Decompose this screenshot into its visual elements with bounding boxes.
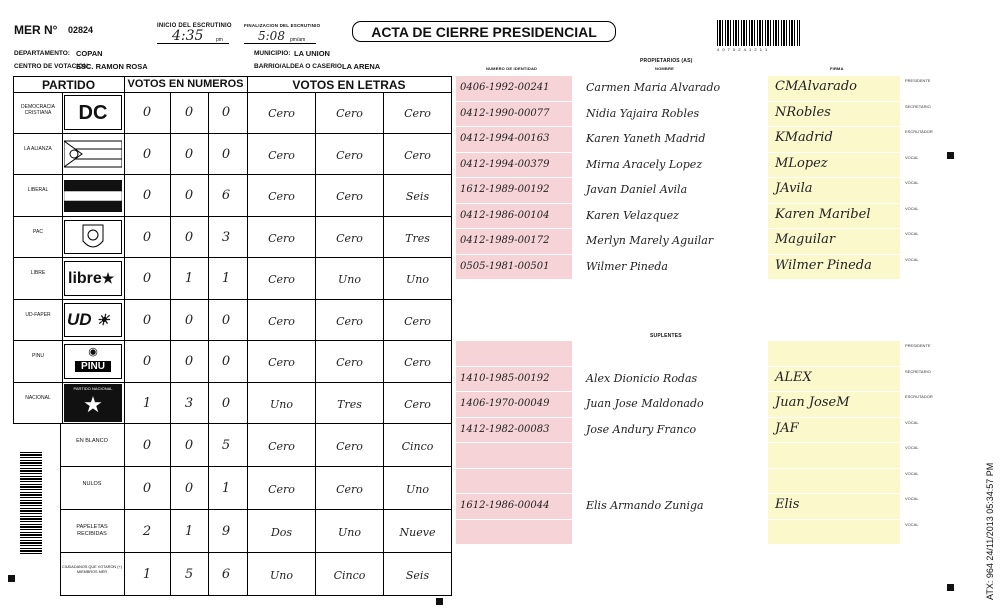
identity-number: 1612-1986-00044 [460, 500, 550, 511]
party-name: DEMOCRACIA CRISTIANA [21, 104, 55, 116]
total-number-digit: 0 [184, 438, 194, 453]
party-logo-alianza [64, 137, 122, 172]
totals-label: EN BLANCO [76, 438, 108, 444]
total-number-digit: 5 [184, 567, 194, 582]
propietarios-title: PROPIETARIOS (AS) [640, 58, 693, 64]
member-name: Jose Andury Franco [586, 422, 697, 436]
pinu-logo-text: PINU [75, 361, 111, 372]
inicio-ampm: pm [216, 37, 223, 43]
corner-marker [8, 575, 15, 582]
inicio-time: 4:35 [172, 28, 204, 44]
vote-number-digit: 0 [221, 105, 231, 120]
vote-number-digit: 0 [184, 146, 194, 162]
identity-number: 1406-1970-00049 [460, 398, 550, 409]
totals-label: PAPELETAS RECIBIDAS [76, 524, 108, 537]
vote-number-digit: 0 [221, 146, 231, 162]
vote-letter-word: Cero [268, 314, 295, 328]
col-name-header: NOMBRE [655, 66, 674, 71]
vote-letter-word: Tres [405, 231, 430, 245]
member-signature: Karen Maribel [775, 206, 871, 222]
member-role: VOCAL [905, 231, 919, 236]
member-signature: CMAlvarado [775, 79, 858, 94]
member-role: VOCAL [905, 470, 919, 476]
side-barcode [20, 452, 42, 554]
party-logo-nacional [64, 384, 122, 423]
identity-number: 0412-1994-00163 [460, 133, 550, 144]
vote-letter-word: Cero [404, 397, 431, 411]
vote-number-digit: 0 [184, 312, 194, 328]
mer-number: 02824 [68, 25, 94, 35]
member-role: SECRETARIO [905, 368, 931, 374]
party-logo-dc: DC [64, 95, 122, 130]
vote-number-digit: 0 [221, 354, 231, 369]
vote-number-digit: 6 [221, 188, 231, 203]
centro-value: ESC. RAMON ROSA [76, 62, 148, 71]
vote-letter-word: Seis [405, 190, 430, 203]
total-letter-word: Uno [270, 569, 293, 582]
vote-letter-word: Cero [404, 356, 431, 369]
member-role: ESCRUTADOR [905, 129, 933, 134]
vote-number-digit: 1 [221, 271, 231, 286]
page-title: ACTA DE CIERRE PRESIDENCIAL [371, 24, 597, 40]
total-number-digit: 6 [221, 567, 231, 582]
vote-number-digit: 1 [142, 395, 152, 411]
vote-number-digit: 3 [184, 395, 194, 411]
barcode-text: 4 0 7 0 2 4 1 2 1 1 [717, 47, 769, 52]
mer-label: MER N° [14, 23, 58, 37]
final-ampm: pm/am [290, 37, 306, 43]
star-icon: ★ [101, 270, 115, 286]
member-name: Alex Dionicio Rodas [586, 371, 698, 385]
member-signature: KMadrid [775, 130, 833, 145]
barrio-label: BARRIO/ALDEA O CASERIO: [254, 63, 345, 70]
barcode [717, 20, 800, 46]
ud-logo-text: UD [67, 309, 92, 329]
identity-number: 1410-1985-00192 [460, 372, 550, 384]
member-name: Juan Jose Maldonado [586, 397, 704, 410]
vote-letter-word: Cero [336, 231, 363, 245]
vote-letter-word: Cero [336, 314, 363, 328]
total-number-digit: 1 [221, 481, 231, 496]
departamento-label: DEPARTAMENTO: [14, 50, 70, 57]
total-letter-word: Dos [270, 526, 293, 539]
signature-row [456, 341, 900, 367]
vote-number-digit: 0 [142, 105, 152, 120]
alianza-flag-icon [64, 137, 122, 172]
header-letras: VOTOS EN LETRAS [292, 78, 406, 92]
member-role: PRESIDENTE [905, 78, 931, 83]
corner-marker [947, 584, 954, 591]
total-number-digit: 5 [221, 438, 231, 453]
member-signature: Juan JoseM [775, 395, 850, 410]
vote-number-digit: 0 [184, 229, 194, 245]
vote-number-digit: 0 [142, 229, 152, 245]
total-number-digit: 2 [142, 524, 152, 539]
vote-letter-word: Cero [404, 107, 431, 120]
vote-number-digit: 0 [184, 105, 194, 120]
member-signature: MLopez [775, 155, 828, 171]
party-name: NACIONAL [25, 394, 51, 401]
total-letter-word: Cero [336, 440, 363, 453]
member-name: Nidia Yajaira Robles [586, 106, 700, 120]
party-logo-liberal [64, 178, 122, 213]
corner-marker [947, 152, 954, 159]
total-letter-word: Cero [268, 440, 295, 453]
party-name: LIBRE [30, 270, 46, 276]
party-name: PAC [33, 228, 43, 235]
barrio-value: LA ARENA [342, 62, 381, 71]
sun-icon: ☀ [96, 311, 110, 329]
total-letter-word: Uno [406, 483, 429, 496]
member-role: PRESIDENTE [905, 343, 931, 348]
identity-number: 0406-1992-00241 [460, 82, 550, 93]
member-role: SECRETARIO [905, 103, 931, 109]
vote-number-digit: 0 [221, 312, 231, 328]
total-letter-word: Cero [336, 483, 363, 496]
vote-letter-word: Cero [268, 148, 295, 162]
col-firma-header: FIRMA [830, 66, 844, 71]
vote-number-digit: 0 [142, 188, 152, 203]
signature-row [456, 520, 900, 546]
star-icon: ★ [83, 391, 103, 417]
party-name: LIBERAL [27, 187, 49, 193]
identity-number: 0412-1989-00172 [460, 235, 550, 246]
vote-number-digit: 0 [184, 354, 194, 369]
total-number-digit: 0 [142, 481, 152, 496]
pac-shield-icon [65, 221, 121, 254]
final-label: FINALIZACION DEL ESCRUTINIO [244, 23, 321, 28]
totals-label: CIUDADANOS QUE VOTARON (+) MIEMBROS MER [62, 565, 122, 574]
party-name: PINU [32, 353, 44, 359]
member-name: Karen Yaneth Madrid [586, 132, 706, 145]
vote-letter-word: Cero [268, 356, 295, 369]
member-role: VOCAL [905, 180, 919, 185]
identity-number: 0412-1994-00379 [460, 158, 550, 170]
member-signature: JAF [775, 420, 799, 436]
identity-number: 0412-1986-00104 [460, 209, 550, 221]
member-role: ESCRUTADOR [905, 394, 933, 399]
member-signature: Maguilar [775, 232, 836, 247]
header-numeros: VOTOS EN NUMEROS [127, 78, 244, 90]
party-logo-pac [64, 220, 122, 255]
party-logo-libre [64, 261, 122, 296]
total-letter-word: Uno [338, 526, 361, 539]
departamento-value: COPAN [76, 49, 103, 58]
vote-letter-word: Cero [336, 190, 363, 203]
member-role: VOCAL [905, 205, 919, 211]
member-role: VOCAL [905, 256, 919, 262]
centro-label: CENTRO DE VOTACION: [14, 63, 91, 70]
total-letter-word: Cinco [401, 440, 434, 453]
vote-letter-word: Uno [406, 273, 429, 286]
member-name: Elis Armando Zuniga [586, 499, 704, 512]
member-name: Karen Velazquez [586, 208, 679, 222]
total-number-digit: 1 [184, 524, 194, 539]
vote-letter-word: Cero [268, 231, 295, 245]
final-time: 5:08 [258, 29, 285, 43]
party-name: UD-FAPER [25, 311, 51, 318]
member-signature: JAvila [775, 181, 813, 196]
member-role: VOCAL [905, 419, 919, 425]
vote-letter-word: Cero [268, 107, 295, 120]
member-role: VOCAL [905, 154, 919, 160]
member-signature: NRobles [775, 104, 831, 120]
corner-marker [436, 598, 443, 605]
vote-number-digit: 3 [221, 229, 231, 245]
vote-letter-word: Tres [337, 397, 362, 411]
vote-letter-word: Cero [336, 356, 363, 369]
vote-letter-word: Cero [268, 273, 295, 286]
member-role: VOCAL [905, 445, 919, 450]
print-stamp: ATX: 964 24/11/2013 05:34:57 PM [985, 462, 995, 600]
member-signature: Wilmer Pineda [775, 257, 872, 273]
vote-letter-word: Cero [404, 148, 431, 162]
total-number-digit: 0 [142, 438, 152, 453]
suplentes-title: SUPLENTES [650, 333, 682, 339]
vote-letter-word: Cero [336, 148, 363, 162]
vote-number-digit: 0 [142, 271, 152, 286]
signature-row [456, 469, 900, 495]
member-signature: ALEX [775, 369, 812, 385]
nacional-logo-text: PARTIDO NACIONAL [73, 385, 113, 391]
total-letter-word: Cinco [333, 569, 366, 582]
vote-number-digit: 1 [184, 271, 194, 286]
total-number-digit: 0 [184, 481, 194, 496]
identity-number: 1412-1982-00083 [460, 423, 550, 435]
vote-number-digit: 0 [142, 146, 152, 162]
identity-number: 0505-1981-00501 [460, 260, 550, 272]
total-letter-word: Cero [268, 483, 295, 496]
member-name: Merlyn Marely Aguilar [586, 234, 714, 247]
total-number-digit: 9 [221, 524, 231, 539]
total-letter-word: Seis [405, 569, 430, 582]
member-name: Javan Daniel Avila [586, 183, 688, 196]
member-signature: Elis [775, 497, 800, 512]
signature-row [456, 443, 900, 469]
municipio-label: MUNICIPIO: [254, 50, 291, 57]
member-name: Wilmer Pineda [586, 259, 668, 273]
member-role: VOCAL [905, 496, 919, 501]
total-letter-word: Nueve [399, 526, 436, 539]
party-name: LA ALIANZA [24, 145, 52, 152]
inicio-label: INICIO DEL ESCRUTINIO [157, 23, 232, 29]
municipio-value: LA UNION [294, 49, 330, 58]
member-name: Carmen Maria Alvarado [586, 81, 721, 94]
vote-number-digit: 0 [142, 312, 152, 328]
vote-letter-word: Cero [404, 314, 431, 328]
party-logo-pinu [64, 344, 122, 379]
member-role: VOCAL [905, 521, 919, 527]
member-name: Mirna Aracely Lopez [586, 157, 703, 171]
torch-icon: ◉ [88, 346, 98, 358]
total-number-digit: 1 [142, 567, 152, 582]
identity-number: 0412-1990-00077 [460, 107, 550, 119]
party-logo-ud [64, 303, 122, 338]
vote-number-digit: 0 [184, 188, 194, 203]
col-id-header: NUMERO DE IDENTIDAD [486, 66, 538, 71]
header-partido: PARTIDO [41, 78, 96, 92]
vote-number-digit: 0 [142, 354, 152, 369]
vote-letter-word: Uno [338, 273, 361, 286]
totals-label: NULOS [82, 481, 102, 487]
vote-letter-word: Uno [270, 397, 293, 411]
vote-number-digit: 0 [221, 395, 231, 411]
vote-letter-word: Cero [336, 107, 363, 120]
libre-logo-text: libre [68, 270, 102, 287]
identity-number: 1612-1989-00192 [460, 184, 550, 195]
liberal-flag-icon [64, 178, 122, 213]
vote-letter-word: Cero [268, 190, 295, 203]
